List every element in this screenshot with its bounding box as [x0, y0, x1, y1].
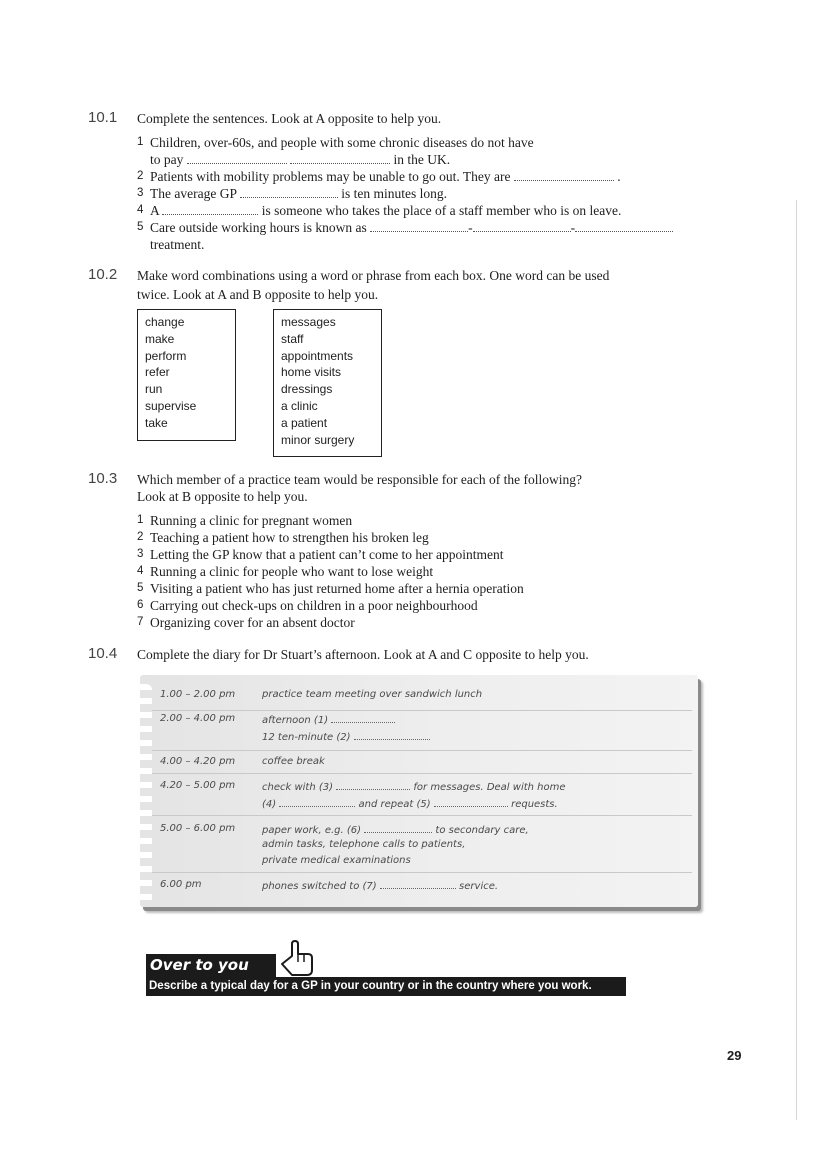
box-word: a patient — [281, 415, 328, 430]
diary-time: 2.00 – 4.00 pm — [160, 713, 236, 724]
diary-entry: admin tasks, telephone calls to patients, — [262, 839, 466, 850]
item-number: 1 — [137, 136, 144, 148]
over-to-you-title: Over to you — [146, 954, 276, 977]
box-word: refer — [145, 365, 170, 380]
diary-text: check with (3) — [262, 782, 334, 793]
item-number: 5 — [137, 221, 144, 233]
list-item — [137, 563, 524, 580]
answer-blank[interactable] — [514, 169, 614, 181]
box-word: messages — [281, 315, 336, 329]
list-item — [137, 529, 524, 546]
exercise-instruction: Make word combinations using a word or phrase from each box. One word can be used — [137, 268, 610, 283]
diary-entry — [262, 730, 430, 743]
diary-time: 4.20 – 5.00 pm — [160, 780, 236, 791]
diary-entry — [262, 797, 558, 810]
diary-text: and repeat (5) — [358, 799, 431, 810]
box-word: make — [145, 331, 175, 346]
diary-text: service. — [459, 881, 499, 892]
task-list — [137, 512, 524, 631]
page-number: 29 — [727, 1048, 742, 1063]
box-word: minor surgery — [281, 432, 355, 447]
list-item — [137, 546, 524, 563]
item-text: Organizing cover for an absent doctor — [150, 615, 355, 630]
item-number: 4 — [137, 204, 144, 216]
list-item — [137, 580, 524, 597]
verb-box — [137, 309, 236, 441]
box-word: appointments — [281, 348, 354, 363]
diary-entry: coffee break — [262, 756, 325, 767]
item-text: Visiting a patient who has just returned home after a hernia operation — [150, 581, 524, 596]
exercise-instruction: Which member of a practice team would be responsible for each of the following? — [137, 472, 582, 487]
item-text: A — [150, 203, 160, 218]
exercise-instruction: twice. Look at A and B opposite to help you. — [137, 287, 379, 302]
box-word: staff — [281, 331, 304, 346]
diary-text: requests. — [511, 799, 558, 810]
list-item — [137, 168, 673, 185]
item-text: Running a clinic for pregnant women — [150, 513, 353, 528]
pointing-hand-icon — [278, 940, 318, 978]
exercise-instruction: Complete the diary for Dr Stuart’s afternoon. Look at A and C opposite to help you. — [137, 647, 589, 662]
answer-blank[interactable] — [240, 186, 338, 198]
diary-rule — [152, 815, 692, 816]
answer-blank[interactable] — [336, 780, 410, 790]
exercise-number: 10.4 — [88, 645, 118, 662]
item-number: 1 — [137, 514, 144, 526]
list-item: 5 Care outside working hours is known as - - treatment. — [137, 219, 673, 253]
list-item — [137, 185, 673, 202]
box-word: supervise — [145, 398, 197, 413]
diary-time: 6.00 pm — [160, 879, 202, 890]
answer-blank[interactable] — [380, 879, 456, 889]
answer-blank[interactable] — [575, 220, 673, 232]
answer-blank[interactable] — [162, 203, 258, 215]
answer-blank[interactable] — [187, 152, 287, 164]
diary-rule — [152, 750, 692, 751]
box-word: a clinic — [281, 398, 318, 413]
item-number: 3 — [137, 548, 144, 560]
diary-entry — [262, 780, 566, 793]
diary-text: 12 ten-minute (2) — [262, 732, 351, 743]
diary-time: 5.00 – 6.00 pm — [160, 823, 236, 834]
page-edge — [796, 200, 797, 1120]
diary-text: phones switched to (7) — [262, 881, 377, 892]
box-word: take — [145, 415, 168, 430]
diary-text: for messages. Deal with home — [413, 782, 566, 793]
list-item — [137, 134, 673, 168]
over-to-you-text: Describe a typical day for a GP in your country or in the country where you work. — [146, 977, 626, 996]
answer-blank[interactable] — [279, 797, 355, 807]
diary-spiral — [140, 684, 152, 904]
diary-rule — [152, 773, 692, 774]
exercise-instruction: Complete the sentences. Look at A opposite to help you. — [137, 111, 442, 126]
item-text: Carrying out check-ups on children in a poor neighbourhood — [150, 598, 478, 613]
item-text: treatment. — [150, 237, 205, 252]
list-item — [137, 512, 524, 529]
item-text: . — [617, 169, 621, 184]
answer-blank[interactable] — [354, 730, 430, 740]
item-text: Letting the GP know that a patient can’t come to her appointment — [150, 547, 504, 562]
diary-time: 1.00 – 2.00 pm — [160, 689, 236, 700]
answer-blank[interactable] — [331, 713, 395, 723]
answer-blank[interactable] — [290, 152, 390, 164]
item-text: The average GP — [150, 186, 237, 201]
list-item — [137, 202, 673, 219]
diary-entry — [262, 879, 498, 892]
item-text: Running a clinic for people who want to lose weight — [150, 564, 434, 579]
item-text: to pay — [150, 152, 184, 167]
item-number: 6 — [137, 599, 144, 611]
list-item — [137, 614, 524, 631]
diary-entry — [262, 713, 395, 726]
answer-blank[interactable] — [370, 220, 468, 232]
item-number: 3 — [137, 187, 144, 199]
item-text: in the UK. — [393, 152, 451, 167]
item-number: 2 — [137, 531, 144, 543]
box-word: home visits — [281, 365, 342, 380]
diary-rule — [152, 710, 692, 711]
item-text: is someone who takes the place of a staff member who is on leave. — [261, 203, 622, 218]
item-text: is ten minutes long. — [341, 186, 447, 201]
diary-text: (4) — [262, 799, 277, 810]
item-text: Patients with mobility problems may be unable to go out. They are — [150, 169, 511, 184]
noun-box — [273, 309, 382, 457]
sentence-list — [137, 134, 673, 253]
item-number: 7 — [137, 616, 144, 628]
exercise-number: 10.2 — [88, 266, 118, 283]
diary-text: afternoon (1) — [262, 715, 329, 726]
item-number: 2 — [137, 170, 144, 182]
exercise-number: 10.1 — [88, 109, 118, 126]
box-word: dressings — [281, 382, 333, 397]
exercise-instruction: Look at B opposite to help you. — [137, 489, 308, 504]
diary-entry: private medical examinations — [262, 855, 411, 866]
item-text: Care outside working hours is known as — [150, 220, 367, 235]
item-number: 5 — [137, 582, 144, 594]
box-word: run — [145, 382, 163, 397]
diary-time: 4.00 – 4.20 pm — [160, 756, 236, 767]
exercise-number: 10.3 — [88, 470, 118, 487]
item-number: 4 — [137, 565, 144, 577]
answer-blank[interactable] — [364, 823, 432, 833]
item-text: Teaching a patient how to strengthen his broken leg — [150, 530, 429, 545]
answer-blank[interactable] — [473, 220, 571, 232]
item-text: Children, over-60s, and people with some chronic diseases do not have — [150, 135, 534, 150]
diary-text: paper work, e.g. (6) — [262, 825, 362, 836]
answer-blank[interactable] — [434, 797, 508, 807]
diary-entry: practice team meeting over sandwich lunch — [262, 689, 483, 700]
diary-text: to secondary care, — [435, 825, 529, 836]
box-word: perform — [145, 348, 187, 363]
box-word: change — [145, 315, 185, 329]
diary-rule — [152, 872, 692, 873]
diary-entry — [262, 823, 529, 836]
list-item — [137, 597, 524, 614]
